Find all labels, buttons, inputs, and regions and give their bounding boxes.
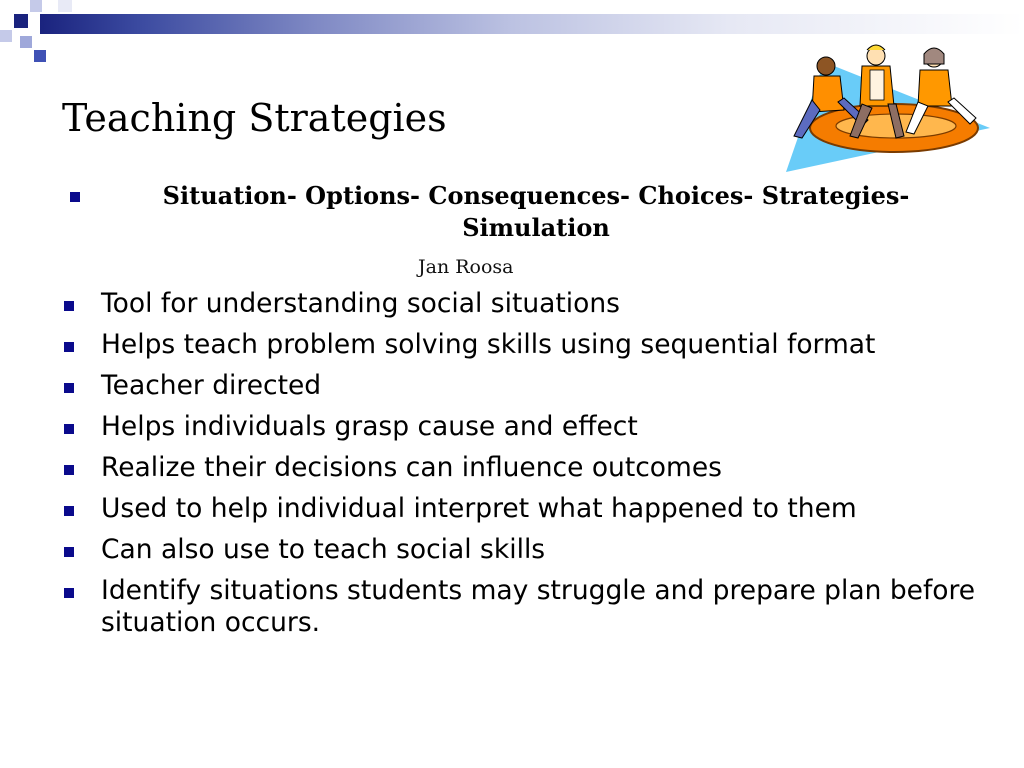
bullet-item-5 xyxy=(64,452,984,484)
square-bullet-icon xyxy=(64,465,74,475)
bullet-text: Can also use to teach social skills xyxy=(101,534,546,565)
bullet-item-1 xyxy=(64,288,984,320)
square-bullet-icon xyxy=(64,383,74,393)
square-bullet-icon xyxy=(70,192,80,202)
bullet-text: Helps teach problem solving skills using sequential format xyxy=(101,329,876,360)
square-bullet-icon xyxy=(64,424,74,434)
decor-square-light-3 xyxy=(58,0,72,12)
bullet-text: Realize their decisions can influence outcomes xyxy=(101,452,722,483)
bullet-text: Used to help individual interpret what happened to them xyxy=(101,493,857,524)
bullet-item-3 xyxy=(64,370,984,402)
decor-square-light-1 xyxy=(30,0,42,12)
bullet-text: Tool for understanding social situations xyxy=(101,288,620,319)
bullet-item-7 xyxy=(64,534,984,566)
bullet-text: Identify situations students may struggle and prepare plan before situation occurs. xyxy=(101,575,976,638)
square-bullet-icon xyxy=(64,547,74,557)
slide-title: Teaching Strategies xyxy=(62,96,447,140)
bullet-item-8 xyxy=(64,575,984,639)
author-credit: Jan Roosa xyxy=(418,256,514,278)
square-bullet-icon xyxy=(64,301,74,311)
decor-square-dark-1 xyxy=(14,14,28,28)
square-bullet-icon xyxy=(64,588,74,598)
square-bullet-icon xyxy=(64,342,74,352)
bullet-list xyxy=(64,288,984,648)
square-bullet-icon xyxy=(64,506,74,516)
bullet-item-6 xyxy=(64,493,984,525)
bullet-item-2 xyxy=(64,329,984,361)
bullet-item-4 xyxy=(64,411,984,443)
decor-square-mid-2 xyxy=(20,36,32,48)
decor-square-dark-2 xyxy=(34,50,46,62)
raft-people-icon xyxy=(784,40,994,176)
decor-square-light-2 xyxy=(0,30,12,42)
lead-heading: Situation- Options- Consequences- Choices- Strategies- Simulation xyxy=(162,181,910,242)
header-gradient-bar xyxy=(40,14,1024,34)
bullet-text: Helps individuals grasp cause and effect xyxy=(101,411,638,442)
bullet-text: Teacher directed xyxy=(101,370,322,401)
